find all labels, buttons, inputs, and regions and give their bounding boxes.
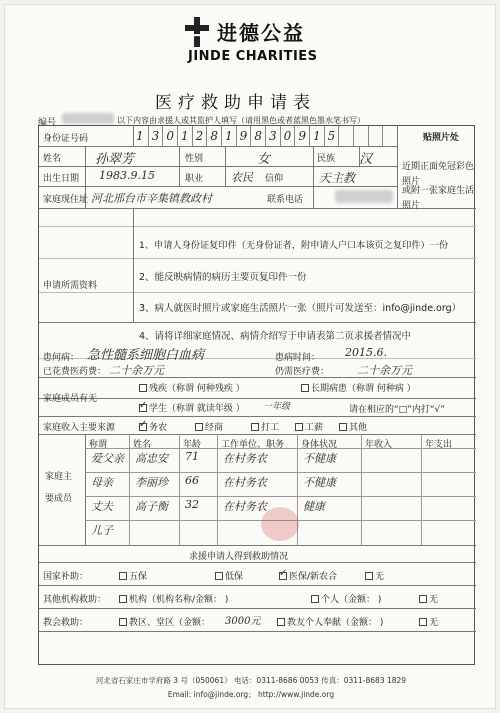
org-none[interactable]: 无 [419,592,438,605]
birth-value: 1983.9.15 [99,169,155,182]
other-org-label: 其他机构救助： [43,595,107,605]
family-table-header: 工作单位、职务 [221,440,285,450]
family-table-cell: 71 [185,450,199,463]
student-option[interactable]: ✓学生（称谓 就读年级 ） [139,401,245,414]
family-table-cell: 高子衡 [135,500,168,513]
org-none-checkbox[interactable] [419,595,427,603]
req-item-3: 3、病人就医时照片或家庭生活照片一张（照片可发送至：info@jinde.org） [139,303,462,314]
grade-value: 一年级 [263,402,291,412]
application-form [38,125,475,665]
id-digit-box [236,126,251,146]
family-table-cell: 不健康 [303,452,336,465]
id-digit-box [353,126,368,146]
gender-label: 性别 [185,154,204,164]
business-checkbox[interactable] [195,423,203,431]
income-other[interactable]: 其他 [339,420,367,433]
brand-name-en: JINDE CHARITIES [188,49,318,64]
parish-checkbox[interactable] [119,618,127,626]
disabled-checkbox[interactable] [139,384,147,392]
family-members-label: 家庭主要成员 [45,472,73,504]
id-digit-box [338,126,353,146]
photo-note-1: 近期正面免冠彩色照片 [402,162,475,187]
family-table-header: 身体状况 [301,440,338,450]
family-table-cell: 健康 [303,500,325,513]
brand-name-cn: 进德公益 [217,21,305,45]
photo-label: 贴照片处 [423,133,460,143]
docs-label: 申请所需资料 [43,281,98,291]
owed-value: 二十余万元 [357,364,412,377]
footer-contact: Email: info@jinde.org； http://www.jinde.org [167,690,335,699]
person-aid[interactable]: 个人（金额： ) [311,592,381,605]
req-item-2: 2、能反映病情的病历主要页复印件一份 [139,272,307,283]
diagnosed-value: 2015.6. [345,346,387,359]
family-table-cell: 丈夫 [91,500,113,513]
address-value: 河北邢台市辛集镇教政村 [91,192,212,205]
income-business[interactable]: 经商 [195,420,223,433]
person-checkbox[interactable] [311,595,319,603]
religion-label: 信仰 [265,174,284,184]
church-label: 教会救助： [43,618,89,628]
id-digit-box [192,126,207,146]
id-digit: 0 [283,129,292,143]
spent-label: 已花费医药费： [43,367,107,377]
farming-checkbox[interactable] [139,423,147,431]
birth-label: 出生日期 [43,174,80,184]
family-table-header: 姓名 [133,440,152,450]
family-table-cell: 不健康 [303,476,336,489]
org-aid[interactable]: 机构（机构名称/金额： ) [119,592,228,605]
family-table-cell: 李丽珍 [135,476,168,489]
id-digit: 9 [239,129,248,143]
family-table-cell: 爱父亲 [91,452,124,465]
aid-insurance[interactable]: ✓ 医保/新农合 [279,569,337,582]
address-label: 家庭现住址 [43,195,89,205]
ethnicity-value: 汉 [359,152,373,167]
id-digit: 1 [136,129,144,143]
family-table-cell: 母亲 [91,476,113,489]
phone-label: 联系电话 [267,195,304,205]
aid-wubao[interactable]: 五保 [119,569,147,582]
cross-logo-icon [183,17,211,47]
ethnicity-label: 民族 [317,154,336,164]
req-item-4: 4、请将详细家庭情况、病情介绍写于申请表第二页求援者情况中 [139,331,412,342]
id-digit: 1 [313,129,321,143]
income-labor[interactable]: 打工 [251,420,279,433]
id-digit-box [221,126,236,146]
family-table-header: 年支出 [425,440,453,450]
org-checkbox[interactable] [119,595,127,603]
id-digit-box [133,126,148,146]
id-number-label: 身份证号码 [43,134,89,144]
red-stamp [261,507,299,541]
parish-amount: 3000元 [225,616,261,627]
church-none-checkbox[interactable] [419,618,427,626]
insurance-checkbox[interactable] [279,572,287,580]
illness-value: 急性髓系细胞白血病 [87,348,205,363]
id-digit: 1 [225,129,233,143]
church-none[interactable]: 无 [419,615,438,628]
id-digit: 8 [210,129,218,143]
wubao-checkbox[interactable] [119,572,127,580]
photo-note-2: 或附一张家庭生活照片 [402,186,475,211]
id-digit: 0 [166,129,174,143]
other-checkbox[interactable] [339,423,347,431]
instruction-text: 以下内容由求援人或其监护人填写（请用黑色或者蓝黑色墨水笔书写） [117,116,365,125]
chronic-checkbox[interactable] [301,384,309,392]
redacted-code [62,113,114,124]
student-checkbox[interactable] [139,404,147,412]
id-digit-box [250,126,265,146]
disabled-member-label: 家庭成员有无 [43,394,98,404]
family-table-header: 称谓 [89,440,108,450]
believer-checkbox[interactable] [277,618,285,626]
id-digit-box [324,126,339,146]
family-table-cell: 在村务农 [223,452,267,465]
disabled-option[interactable]: 残疾（称谓 何种残疾 ） [139,381,245,394]
application-page [4,4,496,709]
id-digit-boxes [133,126,397,146]
family-table-cell: 32 [185,498,199,511]
id-digit-box [177,126,192,146]
id-digit-box [162,126,177,146]
id-digit: 3 [151,129,160,143]
income-source-label: 家庭收入主要来源 [43,423,116,433]
gender-value: 女 [257,152,271,167]
footer-address: 河北省石家庄市学府路 3 号（050061） 电话：0311-8686 0053 传真：0311-8683 1829 [95,676,407,685]
religion-value: 天主教 [319,171,356,185]
family-table-cell: 高忠安 [135,452,168,465]
diagnosed-label: 患病时间： [275,353,321,363]
family-table-cell: 66 [185,474,199,487]
id-digit: 2 [195,129,204,143]
income-salary[interactable]: 工薪 [295,420,323,433]
spent-value: 二十余万元 [109,364,164,377]
name-value: 孙翠芳 [95,152,135,167]
family-table-cell: 在村务农 [223,500,267,513]
family-table-cell: 儿子 [91,524,113,537]
id-digit: 9 [298,129,306,143]
req-item-1: 1、申请人身份证复印件（无身份证者，附申请人户口本该页之复印件）一份 [139,240,449,251]
family-table-cell: 在村务农 [223,476,267,489]
redacted-phone [335,190,393,203]
illness-label: 患何病： [43,353,80,363]
id-digit-box [294,126,309,146]
family-table-header: 年收入 [365,440,393,450]
aid-none[interactable]: 无 [365,569,384,582]
help-section-title: 求援申请人得到救助情况 [189,552,289,562]
id-digit: 8 [254,129,262,143]
id-digit-box [206,126,221,146]
page-title: 医疗救助申请表 [155,93,316,113]
id-digit-box [368,126,383,146]
state-none-checkbox[interactable] [365,572,373,580]
occupation-label: 职业 [185,174,204,184]
family-table-header: 年龄 [183,440,202,450]
check-instruction: 请在相应的“□”内打“√” [349,405,445,415]
id-digit: 5 [327,129,336,143]
occupation-value: 农民 [231,171,253,184]
dibao-checkbox[interactable] [215,572,223,580]
chronic-option[interactable]: 长期病患（称谓 何种病 ） [301,381,416,394]
labor-checkbox[interactable] [251,423,259,431]
id-digit-box [280,126,295,146]
state-aid-label: 国家补助： [43,572,89,582]
code-label: 编号 [38,118,57,128]
id-digit-box [309,126,324,146]
id-digit-box [265,126,280,146]
id-digit: 1 [181,129,189,143]
id-digit-box [148,126,163,146]
parish-aid[interactable]: 教区、堂区（金额： [119,615,210,628]
aid-dibao[interactable]: 低保 [215,569,243,582]
id-digit-box [382,126,397,146]
owed-label: 仍需医疗费： [275,367,330,377]
income-farming[interactable]: ✓ 务农 [139,420,167,433]
salary-checkbox[interactable] [295,423,303,431]
believer-aid[interactable]: 教友个人奉献（金额： ) [277,615,383,628]
id-digit: 3 [269,129,277,143]
name-label: 姓名 [43,154,62,164]
